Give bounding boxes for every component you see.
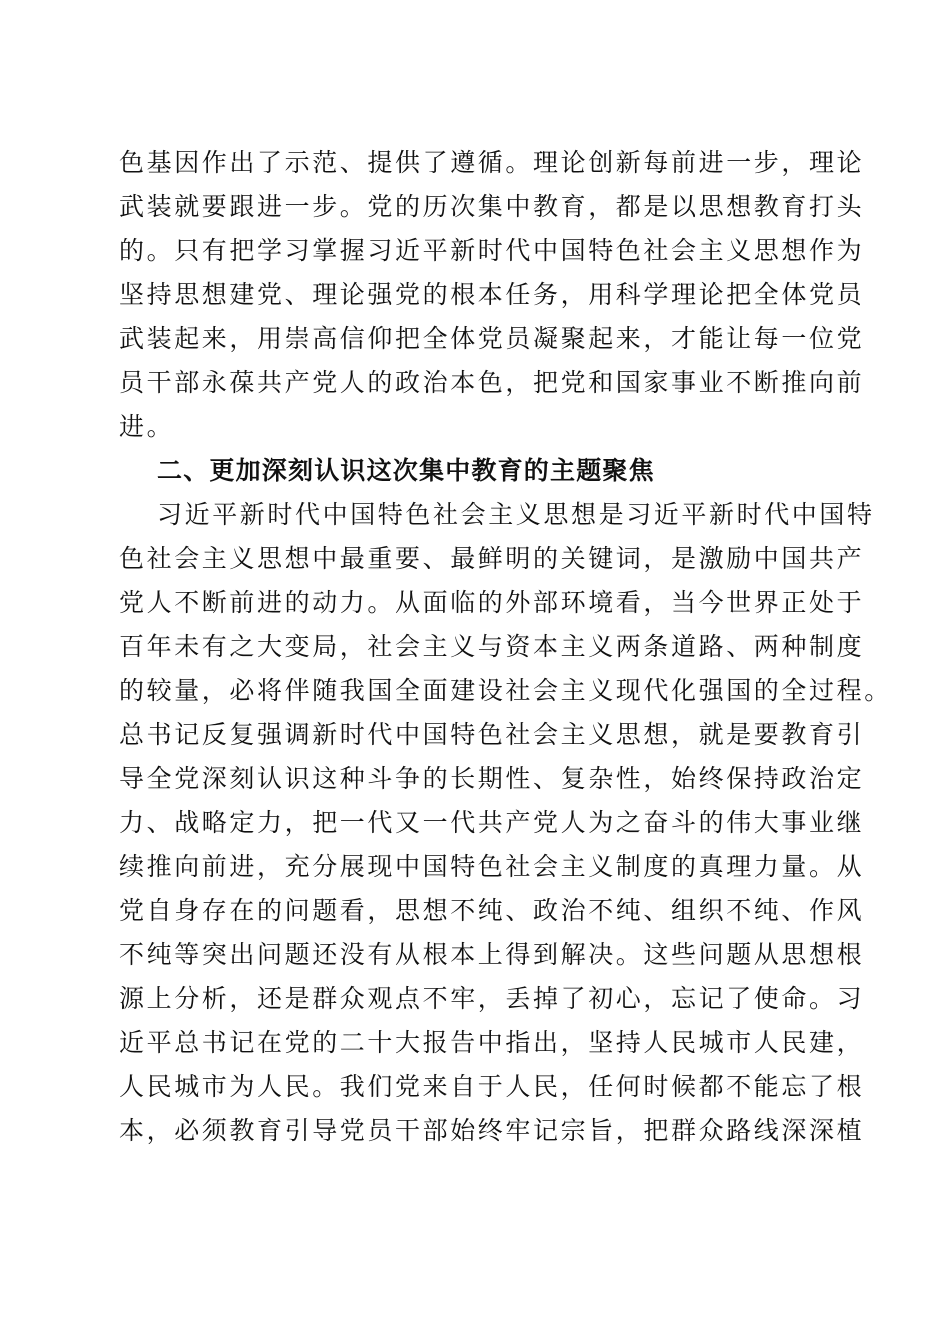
text-line: 坚持思想建党、理论强党的根本任务，用科学理论把全体党员 [119, 280, 865, 309]
text-line: 色社会主义思想中最重要、最鲜明的关键词，是激励中国共产 [119, 544, 865, 573]
text-line: 人民城市为人民。我们党来自于人民，任何时候都不能忘了根 [119, 1072, 865, 1101]
text-line: 不纯等突出问题还没有从根本上得到解决。这些问题从思想根 [119, 940, 865, 969]
text-line: 色基因作出了示范、提供了遵循。理论创新每前进一步，理论 [119, 148, 865, 177]
text-line: 续推向前进，充分展现中国特色社会主义制度的真理力量。从 [119, 852, 865, 881]
text-line: 武装起来，用崇高信仰把全体党员凝聚起来，才能让每一位党 [119, 324, 865, 353]
text-line: 力、战略定力，把一代又一代共产党人为之奋斗的伟大事业继 [119, 808, 865, 837]
text-line: 员干部永葆共产党人的政治本色，把党和国家事业不断推向前 [119, 368, 865, 397]
text-line: 武装就要跟进一步。党的历次集中教育，都是以思想教育打头 [119, 192, 865, 221]
text-line: 进。 [119, 412, 175, 441]
paragraph-1 [119, 141, 865, 449]
text-line: 百年未有之大变局，社会主义与资本主义两条道路、两种制度 [119, 632, 865, 661]
text-line: 总书记反复强调新时代中国特色社会主义思想，就是要教育引 [119, 720, 865, 749]
text-line: 源上分析，还是群众观点不牢，丢掉了初心，忘记了使命。习 [119, 984, 865, 1013]
text-line: 本，必须教育引导党员干部始终牢记宗旨，把群众路线深深植 [119, 1116, 865, 1145]
text-line: 导全党深刻认识这种斗争的长期性、复杂性，始终保持政治定 [119, 764, 865, 793]
text-line: 的较量，必将伴随我国全面建设社会主义现代化强国的全过程。 [119, 676, 892, 705]
text-line: 的。只有把学习掌握习近平新时代中国特色社会主义思想作为 [119, 236, 865, 265]
text-line: 习近平新时代中国特色社会主义思想是习近平新时代中国特 [157, 500, 875, 529]
section-heading: 二、更加深刻认识这次集中教育的主题聚焦 [157, 456, 655, 485]
paragraph-2 [119, 493, 892, 1153]
text-line: 近平总书记在党的二十大报告中指出，坚持人民城市人民建， [119, 1028, 865, 1057]
text-line: 党自身存在的问题看，思想不纯、政治不纯、组织不纯、作风 [119, 896, 865, 925]
document-body [119, 141, 892, 1153]
text-line: 党人不断前进的动力。从面临的外部环境看，当今世界正处于 [119, 588, 865, 617]
